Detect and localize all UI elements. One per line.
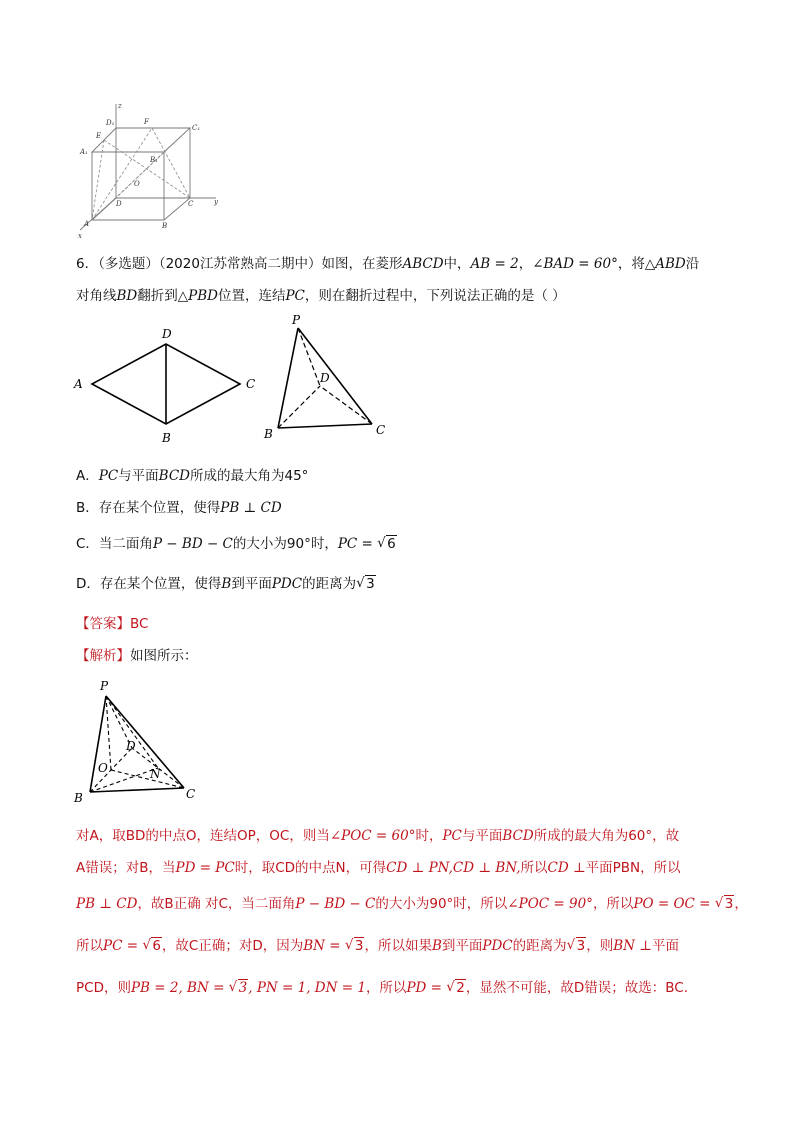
solution-B-label: B <box>74 791 83 805</box>
solution-tetrahedron-figure <box>70 678 210 806</box>
option-d: D．存在某个位置，使得B到平面PDC的距离为√ 3 <box>76 572 376 592</box>
answer-label: 【答案】 <box>76 616 130 632</box>
analysis-heading: 【解析】如图所示： <box>76 648 198 664</box>
y-label: y <box>214 198 218 206</box>
option-b: B．存在某个位置，使得PB ⊥ CD <box>76 500 282 516</box>
analysis-line-1: 对A，取BD的中点O，连结OP，OC，则当∠POC = 60°时，PC与平面BCD所成的最大角为60°，故 <box>76 828 680 844</box>
C-label: C <box>188 200 194 208</box>
analysis-label: 【解析】 <box>76 648 130 664</box>
analysis-line-4: 所以PC = √ 6，故C正确；对D，因为BN = √ 3，所以如果B到平面PDC的距离为√ 3，则BN ⊥平面 <box>76 934 679 954</box>
cube-coordinate-figure <box>74 100 224 240</box>
sqrt-6: √ 6 <box>377 536 397 552</box>
solution-O-label: O <box>98 761 108 775</box>
solution-C-label: C <box>186 787 196 801</box>
analysis-line-5: PCD，则PB = 2, BN = √ 3, PN = 1, DN = 1，所以PD = √ 2，显然不可能，故D错误；故选：BC. <box>76 976 688 996</box>
rhombus-figure <box>70 322 260 448</box>
rhombus-A-label: A <box>74 377 83 391</box>
sqrt-2: √ 2 <box>446 980 466 996</box>
x-label: x <box>78 232 82 240</box>
E-label: E <box>96 132 102 140</box>
sqrt-6-a: √ 6 <box>142 938 162 954</box>
bottom-face <box>92 198 190 220</box>
B-label: B <box>162 222 168 230</box>
rhombus-C-label: C <box>246 377 256 391</box>
D1-label: D₁ <box>106 119 115 127</box>
C1-label: C₁ <box>192 124 201 132</box>
folded-C-label: C <box>376 423 386 437</box>
folded-tetrahedron-figure <box>258 312 398 442</box>
A-label: A <box>84 220 90 228</box>
answer-value: BC <box>130 616 149 632</box>
answer-line <box>76 612 148 632</box>
sqrt-3-c: √ 3 <box>567 938 587 954</box>
sqrt-3-d: √ 3 <box>229 980 249 996</box>
analysis-line-3: PB ⊥ CD，故B正确 对C，当二面角P − BD − C的大小为90°时，所以∠POC = 90°，所以PO = OC = √ 3， <box>76 892 748 912</box>
solution-N-label: N <box>150 767 161 781</box>
rhombus-D-label: D <box>162 327 172 341</box>
A1-label: A₁ <box>80 148 88 156</box>
sqrt-3-b: √ 3 <box>345 938 365 954</box>
F-label: F <box>144 118 149 126</box>
analysis-line-2: A错误；对B，当PD = PC时，取CD的中点N，可得CD ⊥ PN,CD ⊥ BN,所以CD ⊥平面PBN，所以 <box>76 860 681 876</box>
folded-P-label: P <box>292 313 301 327</box>
folded-B-label: B <box>264 427 273 441</box>
option-a: A．PC与平面BCD所成的最大角为45° <box>76 468 309 484</box>
O-label: O <box>134 180 140 188</box>
B1-label: B₁ <box>150 156 158 164</box>
solution-D-label: D <box>126 739 136 753</box>
question-line-1: 6．（多选题）（2020江苏常熟高二期中）如图，在菱形ABCD中，AB = 2，∠BAD = 60°，将△ABD沿 <box>76 256 700 272</box>
folded-D-label: D <box>320 371 330 385</box>
question-line-2: 对角线BD翻折到△PBD位置，连结PC，则在翻折过程中，下列说法正确的是（ ） <box>76 288 566 304</box>
z-label: z <box>118 102 122 110</box>
D-label: D <box>116 200 122 208</box>
top-face <box>92 128 190 152</box>
sqrt-3-a: √ 3 <box>715 896 735 912</box>
sqrt-3: √ 3 <box>356 576 376 592</box>
rhombus-B-label: B <box>162 431 171 445</box>
solution-P-label: P <box>100 679 109 693</box>
option-c: C．当二面角P − BD − C的大小为90°时，PC = √ 6 <box>76 532 397 552</box>
